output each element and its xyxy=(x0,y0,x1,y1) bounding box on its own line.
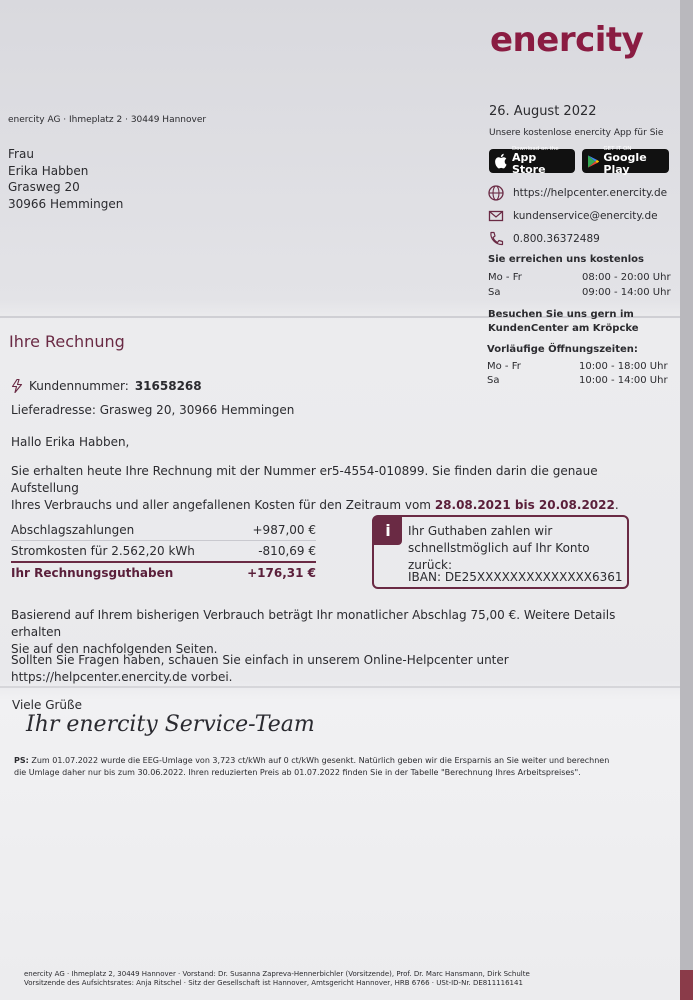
ps-label: PS: xyxy=(14,756,29,765)
kc-time: 10:00 - 14:00 Uhr xyxy=(579,375,668,386)
info-icon: i xyxy=(374,517,402,545)
app-store-text: Download on the App Store xyxy=(511,146,559,176)
hours-time: 09:00 - 14:00 Uhr xyxy=(582,287,671,298)
lightning-icon xyxy=(11,379,23,393)
company-footer xyxy=(24,970,584,988)
customer-number xyxy=(11,379,202,393)
phone-icon xyxy=(488,231,504,247)
row-label: Stromkosten für 2.562,20 kWh xyxy=(11,544,195,558)
background-edge xyxy=(680,0,693,1000)
row-label: Abschlagszahlungen xyxy=(11,523,135,537)
recipient-line: Grasweg 20 xyxy=(8,180,80,194)
kundencenter-heading: Besuchen Sie uns gern im xyxy=(488,309,634,320)
kundencenter-subheading: Vorläufige Öffnungszeiten: xyxy=(487,344,638,355)
intro-paragraph xyxy=(11,463,621,514)
hours-time: 08:00 - 20:00 Uhr xyxy=(582,272,671,283)
iban: IBAN: DE25XXXXXXXXXXXXXX6361 xyxy=(408,570,623,584)
postscript xyxy=(14,755,624,779)
apple-icon xyxy=(495,153,508,169)
google-play-text: GET IT ON Google Play xyxy=(603,146,647,176)
row-value: -810,69 € xyxy=(258,544,316,558)
intro-line: Ihres Verbrauchs und aller angefallenen Kosten für den Zeitraum vom 28.08.2021 bis 20.08.2022. xyxy=(11,498,619,512)
customer-number-value: 31658268 xyxy=(134,379,202,393)
abschlag-line: Sie auf den nachfolgenden Seiten. xyxy=(11,642,218,656)
letter-date: 26. August 2022 xyxy=(489,104,597,119)
hours-day: Mo - Fr xyxy=(488,272,522,283)
abschlag-paragraph xyxy=(11,607,621,658)
invoice-summary-table xyxy=(11,520,316,583)
kc-day: Sa xyxy=(487,375,500,386)
hours-day: Sa xyxy=(488,287,501,298)
total-label: Ihr Rechnungsguthaben xyxy=(11,566,174,580)
footer-line: enercity AG · Ihmeplatz 2, 30449 Hannover · Vorstand: Dr. Susanna Zapreva-Hennerbichler (Vorsitzende), Prof. Dr. Marc Hansmann, Dirk Schulte xyxy=(24,970,530,978)
abschlag-line: Basierend auf Ihrem bisherigen Verbrauch beträgt Ihr monatlicher Abschlag 75,00 €. Weitere Details erhalten xyxy=(11,608,616,639)
total-row xyxy=(11,561,316,583)
help-link[interactable]: https://helpcenter.enercity.de vorbei. xyxy=(11,670,233,684)
invoice-title: Ihre Rechnung xyxy=(9,332,125,351)
refund-info-box xyxy=(372,515,629,589)
refund-text xyxy=(408,523,627,574)
table-row xyxy=(11,520,316,540)
phone-number[interactable]: 0.800.36372489 xyxy=(513,233,600,245)
ps-line: Zum 01.07.2022 wurde die EEG-Umlage von 3,723 ct/kWh auf 0 ct/kWh gesenkt. Natürlich geben wir die Ersparnis an Sie weiter und berechnen xyxy=(31,756,610,765)
closing: Viele Grüße xyxy=(12,698,82,712)
recipient-address xyxy=(8,146,123,212)
ps-line: die Umlage daher nur bis zum 30.06.2022. Ihren reduzierten Preis ab 01.07.2022 finden Sie in der Tabelle "Berechnung Ihres Arbeitspreises". xyxy=(14,768,581,777)
contact-email[interactable] xyxy=(488,208,658,224)
enercity-logo: enercity xyxy=(490,20,644,60)
web-link[interactable]: https://helpcenter.enercity.de xyxy=(513,187,668,199)
total-value: +176,31 € xyxy=(247,566,316,580)
delivery-address: Lieferadresse: Grasweg 20, 30966 Hemmingen xyxy=(11,403,295,417)
email-link[interactable]: kundenservice@enercity.de xyxy=(513,210,658,222)
sender-line: enercity AG · Ihmeplatz 2 · 30449 Hannover xyxy=(8,115,207,125)
row-value: +987,00 € xyxy=(252,523,316,537)
google-play-icon xyxy=(588,154,599,169)
help-line: Sollten Sie Fragen haben, schauen Sie einfach in unserem Online-Helpcenter unter xyxy=(11,653,509,667)
signature: Ihr enercity Service-Team xyxy=(26,712,315,737)
kc-day: Mo - Fr xyxy=(487,361,521,372)
background-edge xyxy=(680,970,693,1000)
refund-line: Ihr Guthaben zahlen wir xyxy=(408,524,553,538)
intro-line: Sie erhalten heute Ihre Rechnung mit der Nummer er5-4554-010899. Sie finden darin die genaue Aufstellung xyxy=(11,464,598,495)
globe-icon xyxy=(488,185,504,201)
kundencenter-heading: KundenCenter am Kröpcke xyxy=(488,323,639,334)
customer-number-label: Kundennummer: xyxy=(29,379,129,393)
billing-period: 28.08.2021 bis 20.08.2022 xyxy=(434,498,615,512)
mail-icon xyxy=(488,208,504,224)
help-paragraph xyxy=(11,652,621,686)
recipient-line: Frau xyxy=(8,147,34,161)
app-store-badge[interactable] xyxy=(489,146,575,176)
contact-phone[interactable] xyxy=(488,231,600,247)
app-intro: Unsere kostenlose enercity App für Sie xyxy=(489,128,664,138)
refund-line: schnellstmöglich auf Ihr Konto zurück: xyxy=(408,541,590,572)
recipient-line: 30966 Hemmingen xyxy=(8,196,124,211)
contact-web[interactable] xyxy=(488,185,667,201)
footer-line: Vorsitzende des Aufsichtsrates: Anja Ritschel · Sitz der Gesellschaft ist Hannover, Amtsgericht Hannover, HRB 6766 · USt-ID-Nr. DE811116141 xyxy=(24,979,523,987)
hours-heading: Sie erreichen uns kostenlos xyxy=(488,254,644,265)
kc-time: 10:00 - 18:00 Uhr xyxy=(579,361,668,372)
greeting: Hallo Erika Habben, xyxy=(11,435,130,449)
table-row xyxy=(11,540,316,561)
recipient-line: Erika Habben xyxy=(8,163,89,178)
fold-line xyxy=(0,686,680,688)
google-play-badge[interactable] xyxy=(582,146,669,176)
